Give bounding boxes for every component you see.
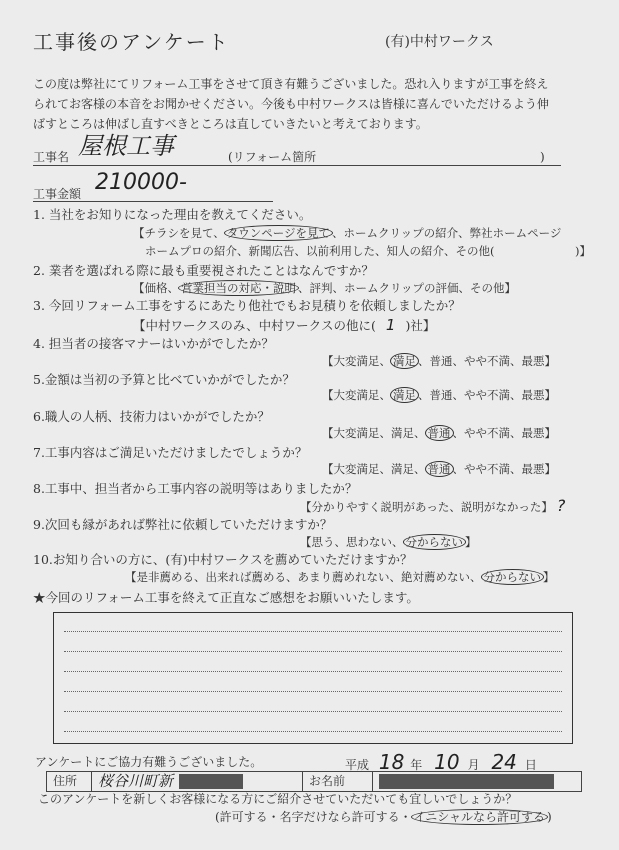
underline	[33, 165, 561, 166]
address-value: 桜谷川町新	[98, 772, 174, 790]
contact-table	[46, 771, 582, 792]
month-label: 月	[467, 758, 480, 772]
answer-7	[322, 462, 556, 476]
option-text: 、ホームクリップの紹介、弊社ホームページ	[332, 226, 562, 240]
option-text: 】	[543, 570, 555, 584]
location-label: (リフォーム箇所	[228, 150, 317, 164]
option-text: 、やや不満、最悪】	[452, 462, 556, 476]
permission-question: このアンケートを新しくお客様になる方にご紹介させていただいても宜しいでしょうか？	[38, 792, 518, 806]
work-name-value[interactable]: 屋根工事	[78, 132, 174, 160]
month-value[interactable]: 10	[434, 750, 460, 774]
option-text: )社】	[405, 318, 436, 333]
comment-box[interactable]	[53, 612, 573, 744]
redaction	[379, 774, 554, 789]
question-2: 2. 業者を選ばれる際に最も重要視されたことはなんですか？	[33, 263, 374, 278]
location-close: )	[540, 150, 545, 164]
question-8: 8.工事中、担当者から工事内容の説明等はありましたか？	[33, 481, 358, 496]
selected-option[interactable]: 満足	[390, 387, 419, 403]
name-field[interactable]	[373, 772, 581, 791]
option-text: 】	[465, 535, 477, 549]
selected-option[interactable]: 分からない	[481, 569, 545, 585]
option-text: 【大変満足、	[322, 388, 391, 402]
question-1: 1. 当社をお知りになった理由を教えてください。	[33, 207, 312, 222]
redaction	[179, 774, 243, 789]
dotted-line	[64, 731, 562, 732]
answer-1-line-1	[133, 226, 561, 240]
option-text: 【是非薦める、出来れば薦める、あまり薦めれない、絶対薦めない、	[125, 570, 482, 584]
address-field[interactable]	[92, 772, 303, 791]
answer-4	[322, 354, 556, 368]
question-7: 7.工事内容はご満足いただけましたでしょうか？	[33, 445, 308, 460]
day-label: 日	[524, 758, 537, 772]
answer-2	[133, 281, 516, 295]
permission-options	[215, 810, 552, 824]
handwritten-note: ?	[556, 496, 566, 515]
dotted-line	[64, 711, 562, 712]
option-text: 、やや不満、最悪】	[452, 426, 556, 440]
question-4: 4. 担当者の接客マナーはいかがでしたか？	[33, 336, 274, 351]
intro-line: ばすところは伸ばし直すべきところは直していきたいと考えております。	[33, 117, 428, 131]
option-text: 、評判、ホームクリップの評価、その他】	[298, 281, 517, 295]
amount-label: 工事金額	[33, 187, 82, 201]
answer-1-line-2: ホームプロの紹介、新聞広告、以前利用した、知人の紹介、その他( )】	[145, 244, 591, 258]
underline	[33, 201, 273, 202]
dotted-line	[64, 651, 562, 652]
year-value[interactable]: 18	[378, 750, 405, 774]
dotted-line	[64, 671, 562, 672]
option-text: 【価格、	[133, 281, 179, 295]
dotted-line	[64, 631, 562, 632]
work-name-label: 工事名	[33, 150, 70, 164]
selected-option[interactable]: 普通	[425, 461, 454, 477]
question-9: 9.次回も縁があれば弊社に依頼していただけますか？	[33, 517, 333, 532]
intro-line: この度は弊社にてリフォーム工事をさせて頂き有難うございました。恐れ入りますが工事を終え	[33, 77, 549, 91]
option-text: 【分かりやすく説明があった、説明がなかった】	[300, 500, 553, 514]
intro-line: られてお客様の本音をお聞かせください。今後も中村ワークスは皆様に喜んでいただけるよう伸	[33, 97, 549, 111]
option-text: 【チラシを見て、	[133, 226, 225, 240]
answer-5	[322, 388, 556, 402]
selected-option[interactable]: 普通	[425, 425, 454, 441]
handwritten-count[interactable]: 1	[385, 316, 396, 334]
thanks-text: アンケートにご協力有難うございました。	[35, 755, 263, 769]
answer-9	[300, 535, 477, 549]
option-text: 【大変満足、満足、	[322, 426, 426, 440]
option-text: 【中村ワークスのみ、中村ワークスの他に(	[133, 318, 376, 333]
name-label: お名前	[303, 772, 373, 791]
answer-3	[133, 318, 435, 333]
answer-6	[322, 426, 556, 440]
comment-prompt: ★今回のリフォーム工事を終えて正直なご感想をお願いいたします。	[33, 590, 419, 605]
option-text: 、普通、やや不満、最悪】	[418, 388, 556, 402]
answer-10	[125, 570, 555, 584]
question-6: 6.職人の人柄、技術力はいかがでしたか？	[33, 409, 270, 424]
selected-option[interactable]: 満足	[390, 353, 419, 369]
option-text: 【大変満足、満足、	[322, 462, 426, 476]
dotted-line	[64, 691, 562, 692]
date-field[interactable]	[345, 750, 537, 774]
question-3: 3. 今回リフォーム工事をするにあたり他社でもお見積りを依頼しましたか？	[33, 298, 461, 313]
option-text: 【大変満足、	[322, 354, 391, 368]
option-text: )	[546, 810, 552, 824]
era: 平成	[345, 758, 370, 772]
amount-value[interactable]: 210000-	[95, 170, 187, 195]
day-value[interactable]: 24	[491, 750, 517, 774]
selected-option[interactable]: タウンページを見て	[224, 225, 333, 241]
option-text: 【思う、思わない、	[300, 535, 404, 549]
company-name: (有)中村ワークス	[385, 34, 494, 50]
year-label: 年	[410, 758, 423, 772]
question-10: 10.お知り合いの方に、(有)中村ワークスを薦めていただけますか？	[33, 552, 413, 567]
address-label: 住所	[47, 772, 92, 791]
question-5: 5.金額は当初の予算と比べていかがでしたか？	[33, 372, 295, 387]
answer-8	[300, 496, 566, 515]
option-text: 、普通、やや不満、最悪】	[418, 354, 556, 368]
option-text: (許可する・名字だけなら許可する・	[215, 810, 412, 824]
selected-option[interactable]: 分からない	[403, 534, 467, 550]
page-title: 工事後のアンケート	[33, 30, 230, 54]
selected-option[interactable]: 営業担当の対応・説明	[178, 280, 299, 296]
selected-option[interactable]: イニシャルなら許可する	[411, 809, 548, 825]
